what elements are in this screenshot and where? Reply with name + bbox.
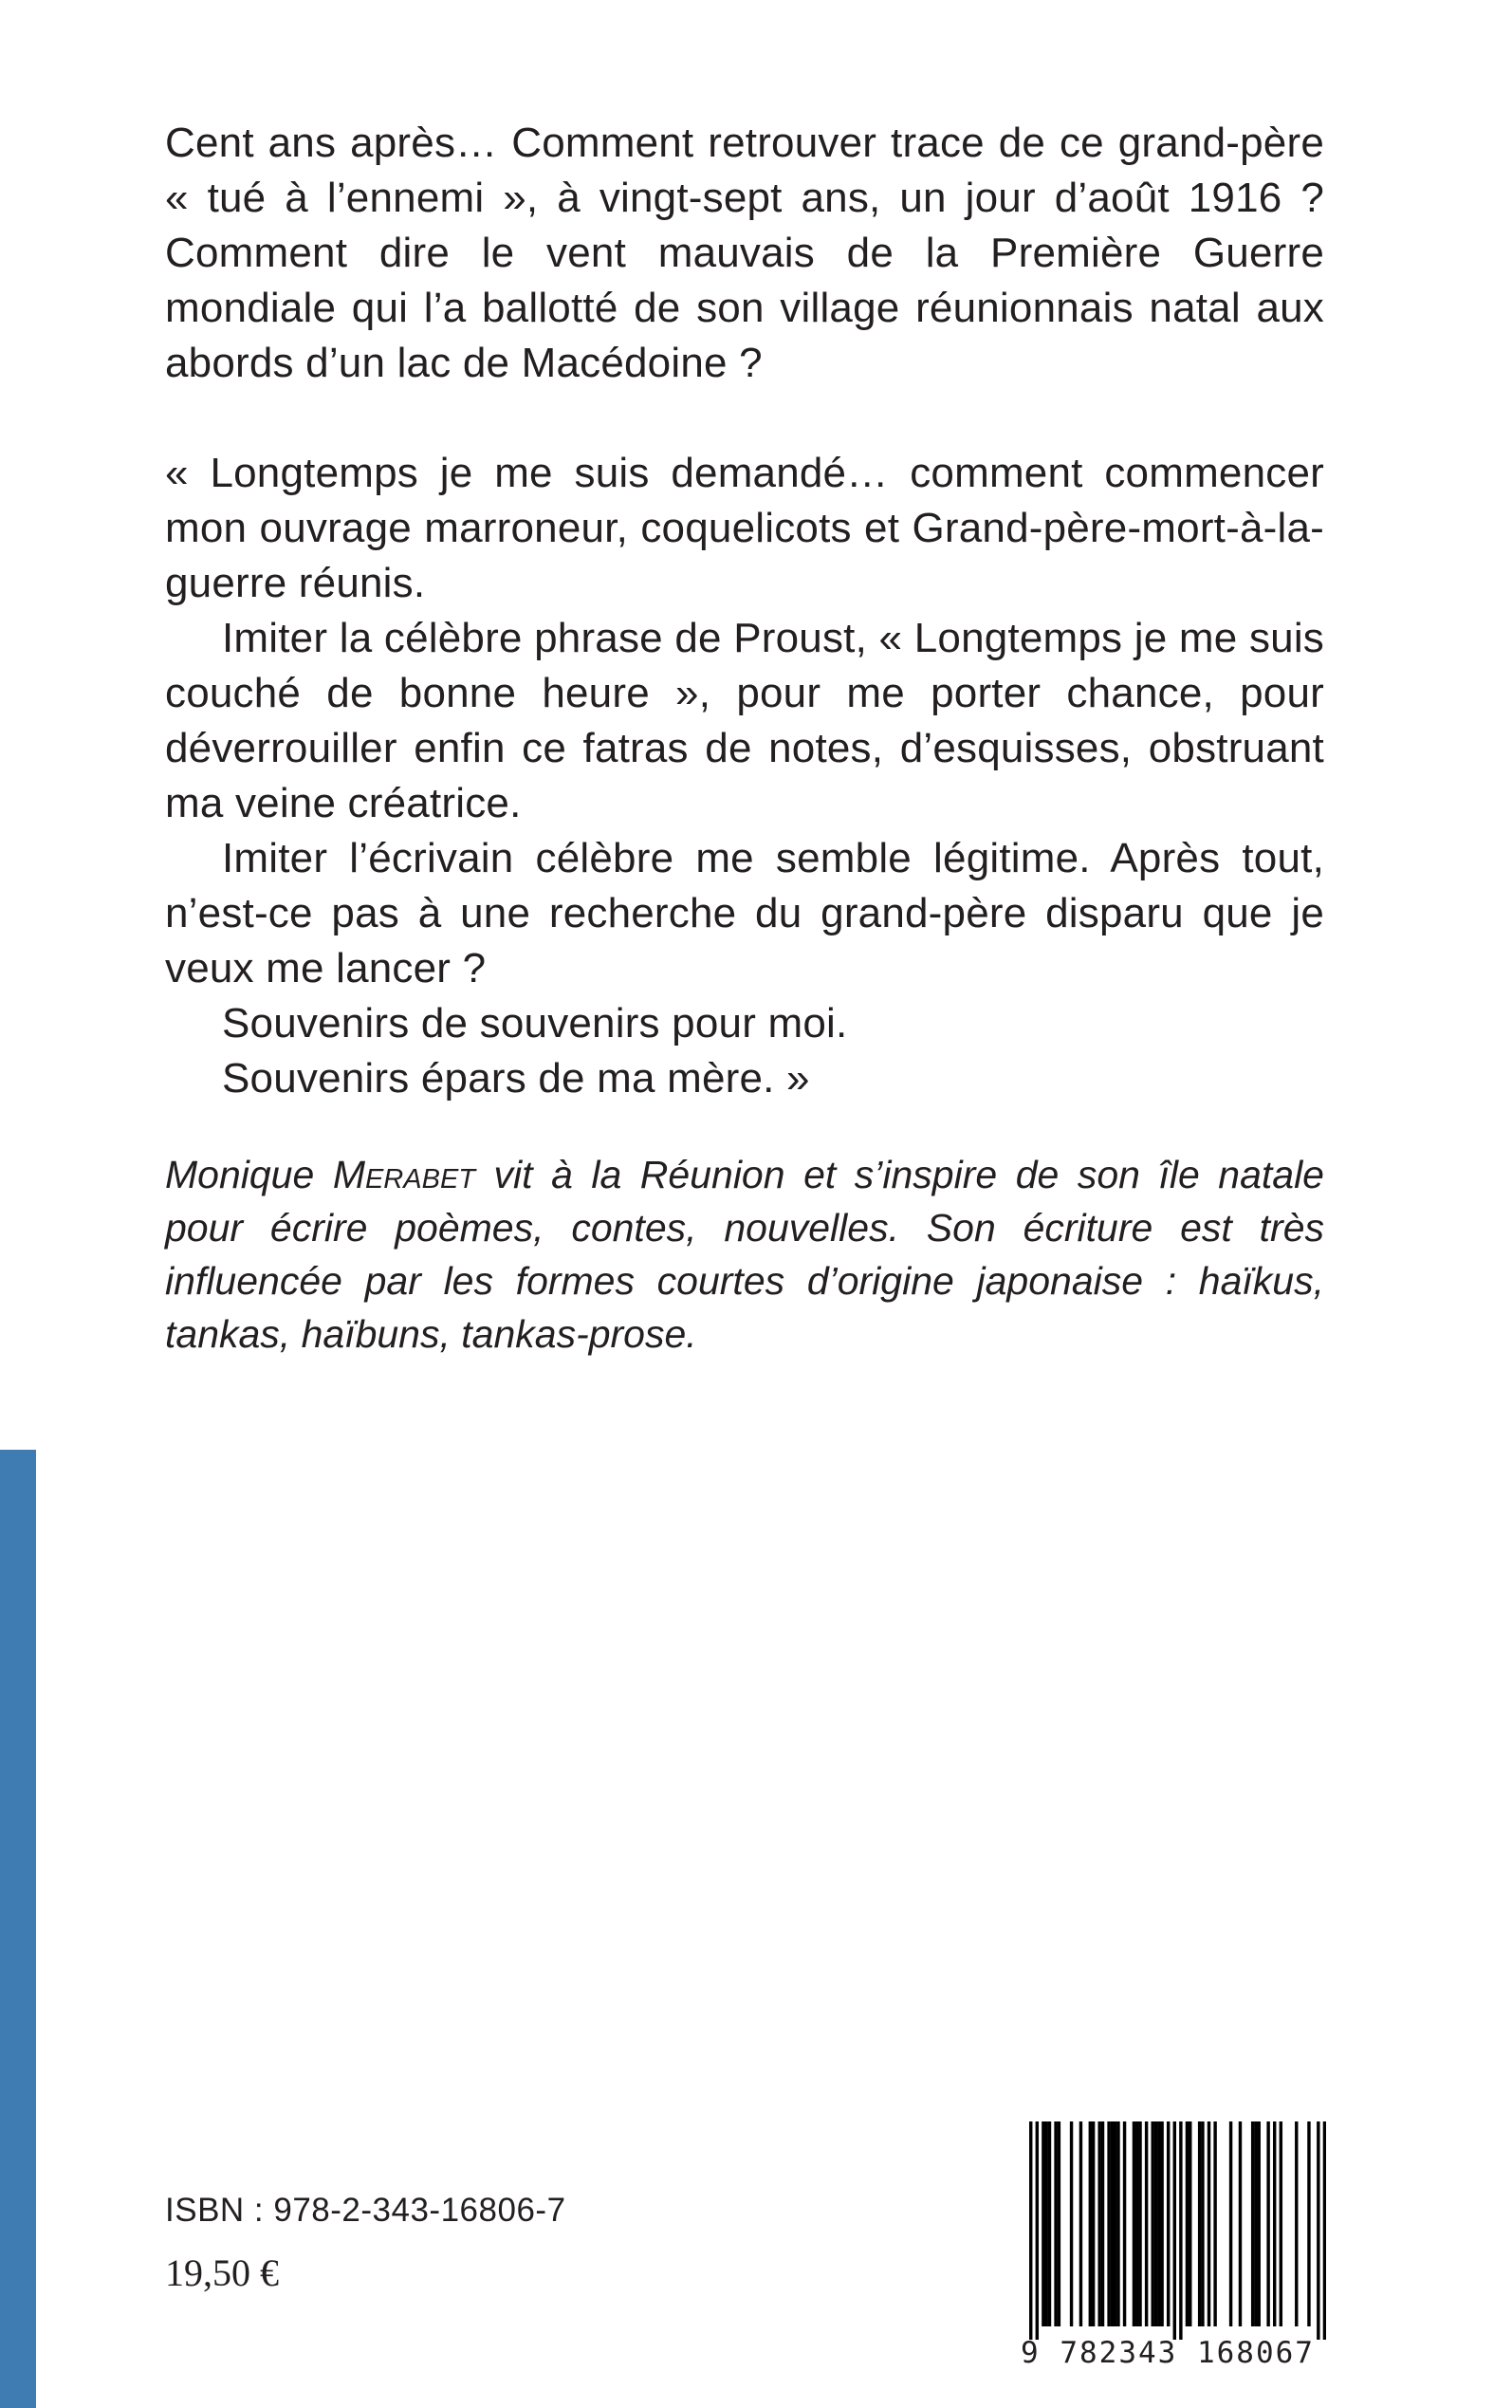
barcode-bar <box>1123 2121 1126 2326</box>
barcode-bar <box>1189 2121 1191 2326</box>
barcode-bar <box>1258 2121 1261 2326</box>
barcode-bar <box>1048 2121 1051 2326</box>
quote-paragraph-3: Imiter l’écrivain célèbre me semble légitime. Après tout, n’est-ce pas à une recherche du grand-père disparu que je veux me lancer ? <box>165 835 1324 991</box>
barcode-bar <box>1138 2121 1141 2326</box>
barcode-bar <box>1151 2121 1153 2326</box>
barcode-bar <box>1307 2121 1310 2326</box>
barcode-bar <box>1135 2121 1138 2326</box>
barcode-bar <box>1179 2121 1182 2340</box>
quote-block <box>165 446 1324 1106</box>
barcode-digits: 9 782343 168067 <box>1021 2336 1315 2370</box>
barcode-bar <box>1092 2121 1095 2326</box>
barcode-bar <box>1317 2121 1319 2340</box>
barcode-bar <box>1295 2121 1298 2326</box>
barcode-bar <box>1042 2121 1044 2326</box>
barcode-bar <box>1280 2121 1282 2326</box>
quote-paragraph-4: Souvenirs de souvenirs pour moi. <box>222 1000 848 1047</box>
barcode-bar <box>1101 2121 1104 2326</box>
author-last-name-initial: M <box>332 1153 365 1196</box>
spacer <box>165 391 1324 446</box>
price: 19,50 € <box>165 2251 279 2294</box>
barcode-bar <box>1036 2121 1039 2340</box>
barcode-bar <box>1114 2121 1116 2326</box>
intro-paragraph: Cent ans après… Comment retrouver trace de ce grand-père « tué à l’ennemi », à vingt-sept ans, un jour d’août 1916 ? Comment dire le vent mauvais de la Première Guerre mondiale qui l’a ballotté de son village réunionnais natal aux abords d’un lac de Macédoine ? <box>165 120 1324 386</box>
barcode-bars <box>1029 2121 1326 2340</box>
barcode-bar <box>1133 2121 1135 2326</box>
barcode <box>1029 2121 1326 2340</box>
barcode-bar <box>1058 2121 1060 2326</box>
barcode-bar <box>1186 2121 1189 2326</box>
barcode-bar <box>1157 2121 1160 2326</box>
barcode-bar <box>1251 2121 1254 2326</box>
quote-paragraph-5: Souvenirs épars de ma mère. » <box>222 1055 810 1102</box>
author-last-name-rest: erabet <box>364 1153 475 1196</box>
barcode-bar <box>1111 2121 1114 2326</box>
barcode-bar <box>1154 2121 1157 2326</box>
barcode-bar <box>1167 2121 1170 2326</box>
barcode-bar <box>1107 2121 1110 2326</box>
barcode-bar <box>1070 2121 1073 2326</box>
barcode-bar <box>1208 2121 1210 2326</box>
barcode-bar <box>1254 2121 1257 2326</box>
barcode-bar <box>1323 2121 1326 2340</box>
barcode-bar <box>1097 2121 1100 2326</box>
author-first-name: Monique <box>165 1153 315 1196</box>
barcode-bar <box>1079 2121 1082 2326</box>
barcode-bar <box>1266 2121 1269 2326</box>
quote-paragraph-1: « Longtemps je me suis demandé… comment commencer mon ouvrage marroneur, coquelicots et Grand-père-mort-à-la-guerre réunis. <box>165 450 1324 606</box>
barcode-bar <box>1054 2121 1057 2326</box>
barcode-bar <box>1029 2121 1032 2340</box>
barcode-bar <box>1273 2121 1276 2326</box>
author-last-name <box>333 1153 475 1196</box>
author-bio <box>165 1148 1324 1361</box>
back-cover-text <box>165 116 1324 1106</box>
barcode-bar <box>1089 2121 1092 2326</box>
barcode-bar <box>1229 2121 1232 2326</box>
quote-paragraph-2: Imiter la célèbre phrase de Proust, « Longtemps je me suis couché de bonne heure », pour me porter chance, pour déverrouiller enfin ce fatras de notes, d’esquisses, obstruant ma veine créatrice. <box>165 615 1324 826</box>
barcode-bar <box>1044 2121 1047 2326</box>
spine-color-bar <box>0 1450 36 2408</box>
barcode-bar <box>1173 2121 1176 2340</box>
barcode-bar <box>1201 2121 1204 2326</box>
barcode-bar <box>1116 2121 1119 2326</box>
barcode-bar <box>1198 2121 1201 2326</box>
author-bio-text: vit à la Réunion et s’inspire de son île natale pour écrire poèmes, contes, nouvelles. Son écriture est très influencée par les formes courtes d’origine japonaise : haïkus, tankas, haïbuns, tankas-prose. <box>165 1153 1324 1356</box>
isbn: ISBN : 978-2-343-16806-7 <box>165 2192 566 2229</box>
barcode-bar <box>1145 2121 1148 2326</box>
barcode-bar <box>1160 2121 1163 2326</box>
barcode-bar <box>1213 2121 1216 2326</box>
barcode-bar <box>1239 2121 1242 2326</box>
